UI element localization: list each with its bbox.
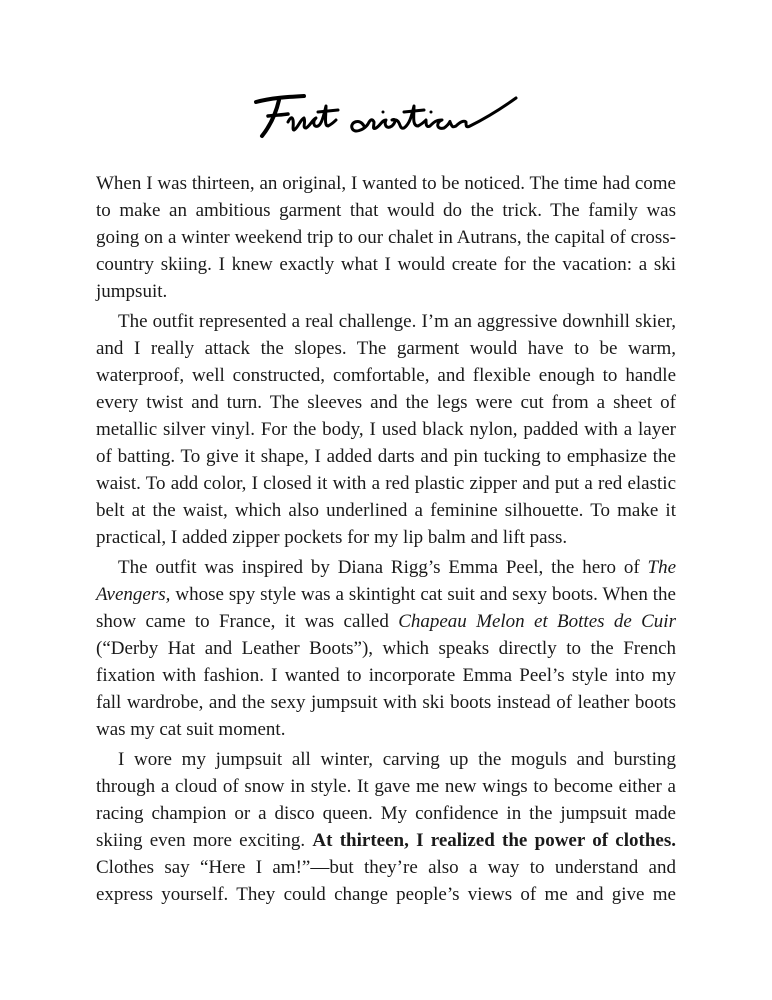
chapter-title bbox=[246, 88, 526, 148]
paragraph-text: (“Derby Hat and Leather Boots”), which speaks directly to the French fixation with fashion. I wanted to incorporate Emma Peel’s style into my fall wardrobe, and the sexy jumpsuit with ski boots instead of leather boots was my cat suit moment. bbox=[96, 638, 676, 740]
bold-statement: At thirteen, I realized the power of clothes. bbox=[312, 830, 676, 851]
paragraph bbox=[96, 170, 676, 305]
paragraph-text: whose spy style was a skintight cat suit and sexy boots. When the show came to France, it was called bbox=[96, 584, 676, 632]
italic-title-avengers: The Avengers, bbox=[96, 557, 676, 605]
paragraph-text: The outfit was inspired by Diana Rigg’s Emma Peel, the hero of bbox=[118, 557, 648, 578]
paragraph bbox=[96, 554, 676, 743]
paragraph-text: When I was thirteen, an original, I wanted to be noticed. The time had come to make an ambitious garment that would do the trick. The family was going on a winter weekend trip to our chalet in Autrans, the capital of cross-country skiing. I knew exactly what I would create for the vacation: a ski jumpsuit. bbox=[96, 173, 676, 302]
paragraph-text: Clothes say “Here I am!”—but they’re also a way to understand and express yourself. They could change people’s views of me and give me bbox=[96, 857, 676, 905]
body-text bbox=[96, 170, 676, 908]
handwritten-title-image bbox=[246, 88, 526, 148]
paragraph bbox=[96, 746, 676, 908]
paragraph-text: I wore my jumpsuit all winter, carving up the moguls and bursting through a cloud of snow in style. It gave me new wings to become either a racing champion or a disco queen. My confidence in the jumpsuit made skiing even more exciting. bbox=[96, 749, 676, 851]
italic-title-french: Chapeau Melon et Bottes de Cuir bbox=[398, 611, 676, 632]
paragraph bbox=[96, 308, 676, 551]
paragraph-text: The outfit represented a real challenge. I’m an aggressive downhill skier, and I really attack the slopes. The garment would have to be warm, waterproof, well constructed, comfortable, and flexible enough to handle every twist and turn. The sleeves and the legs were cut from a sheet of metallic silver vinyl. For the body, I used black nylon, padded with a layer of batting. To give it shape, I added darts and pin tucking to emphasize the waist. To add color, I closed it with a red plastic zipper and put a red elastic belt at the waist, which also underlined a feminine silhouette. To make it practical, I added zipper pockets for my lip balm and lift pass. bbox=[96, 311, 676, 548]
